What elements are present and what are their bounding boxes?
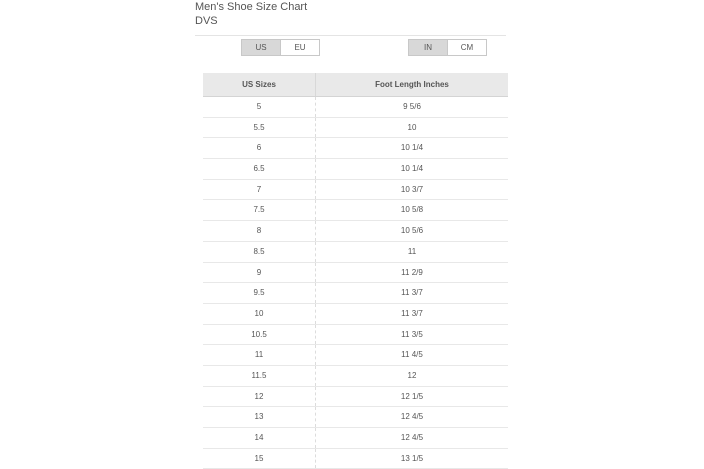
us-size-cell: 10.5: [203, 325, 316, 345]
table-row: [203, 159, 508, 180]
us-size-cell: 9.5: [203, 283, 316, 303]
table-row: [203, 263, 508, 284]
foot-length-cell: 10 1/4: [400, 164, 424, 174]
centimeters-button[interactable]: CM: [447, 40, 486, 55]
us-size-cell: 5: [203, 97, 316, 117]
us-size-cell: 14: [203, 428, 316, 448]
table-row: [203, 221, 508, 242]
column-header-foot-length: Foot Length Inches: [375, 80, 449, 89]
table-row: [203, 180, 508, 201]
table-row: [203, 366, 508, 387]
table-row: [203, 304, 508, 325]
foot-length-cell: 9 5/6: [403, 102, 421, 111]
foot-length-cell: 13 1/5: [400, 453, 424, 463]
foot-length-cell: 11 4/5: [401, 350, 423, 360]
length-unit-toggle: [408, 39, 487, 56]
us-size-cell: 10: [203, 304, 316, 324]
table-row: [203, 138, 508, 159]
us-size-cell: 8: [203, 221, 316, 241]
table-row: [203, 200, 508, 221]
foot-length-cell: 12: [407, 370, 417, 380]
table-row: [203, 325, 508, 346]
foot-length-cell: 10 5/6: [400, 226, 424, 236]
us-size-cell: 6: [203, 138, 316, 158]
us-size-cell: 12: [203, 387, 316, 407]
foot-length-cell: 11: [407, 246, 417, 256]
header-divider: [195, 35, 506, 36]
us-size-cell: 6.5: [203, 159, 316, 179]
us-size-cell: 11.5: [203, 366, 316, 386]
us-size-cell: 15: [203, 449, 316, 469]
us-size-cell: 5.5: [203, 118, 316, 138]
table-row: [203, 345, 508, 366]
foot-length-cell: 10: [407, 122, 417, 132]
us-size-cell: 9: [203, 263, 316, 283]
size-chart-table: [203, 73, 508, 469]
foot-length-cell: 11 3/7: [401, 288, 423, 298]
table-body: [203, 97, 508, 469]
size-system-toggle: [241, 39, 320, 56]
inches-button[interactable]: IN: [409, 40, 447, 55]
foot-length-cell: 12 4/5: [400, 433, 424, 442]
foot-length-cell: 11 3/5: [401, 329, 423, 339]
foot-length-cell: 11 3/7: [401, 308, 423, 318]
page-title: Men's Shoe Size Chart: [195, 1, 308, 13]
table-row: [203, 449, 508, 469]
foot-length-cell: 10 5/8: [400, 205, 424, 215]
foot-length-cell: 10 3/7: [400, 184, 424, 194]
foot-length-cell: 12 4/5: [400, 412, 424, 422]
us-size-cell: 7: [203, 180, 316, 200]
us-size-cell: 8.5: [203, 242, 316, 262]
us-size-cell: 11: [203, 345, 316, 365]
table-row: [203, 387, 508, 408]
table-row: [203, 118, 508, 139]
column-header-us-sizes: US Sizes: [203, 73, 316, 96]
us-size-cell: 13: [203, 407, 316, 427]
foot-length-cell: 10 1/4: [400, 143, 424, 153]
us-size-cell: 7.5: [203, 200, 316, 220]
eu-size-button[interactable]: EU: [280, 40, 319, 55]
table-row: [203, 407, 508, 428]
table-row: [203, 97, 508, 118]
table-row: [203, 428, 508, 449]
table-row: [203, 283, 508, 304]
foot-length-cell: 11 2/9: [401, 267, 423, 277]
table-row: [203, 242, 508, 263]
foot-length-cell: 12 1/5: [400, 391, 424, 401]
brand-name: DVS: [195, 15, 218, 27]
table-header: [203, 73, 508, 97]
us-size-button[interactable]: US: [242, 40, 280, 55]
